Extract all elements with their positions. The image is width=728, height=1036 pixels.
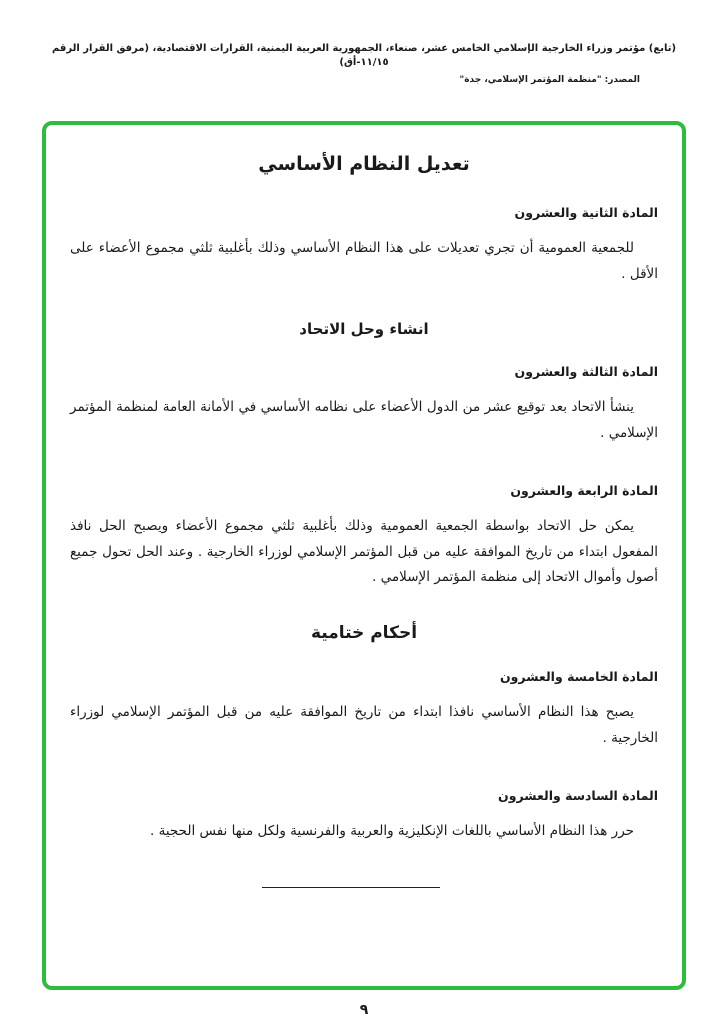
article-24-body: يمكن حل الاتحاد بواسطة الجمعية العمومية وذلك بأغلبية ثلثي مجموع الأعضاء ويصبح الحل نافذ المفعول ابتداء من تاريخ الموافقة عليه من قبل المؤتمر الإسلامي لوزراء الخارجية . وعند الحل تحول جميع أصول وأموال الاتحاد إلى منظمة المؤتمر الإسلامي . — [70, 517, 658, 586]
section-title-final: أحكام ختامية — [310, 623, 418, 644]
header-source: المصدر: "منظمة المؤتمر الإسلامي، جدة" — [459, 75, 640, 85]
article-26-body: حرر هذا النظام الأساسي باللغات الإنكليزية والعربية والفرنسية ولكل منها نفس الحجية . — [150, 823, 634, 840]
header-citation: (تابع) مؤتمر وزراء الخارجية الإسلامي الخامس عشر، صنعاء، الجمهورية العربية اليمنية، القرارات الاقتصادية، (مرفق القرار الرقم ١١/١٥-أق) — [51, 43, 677, 68]
article-26-heading: المادة السادسة والعشرون — [498, 788, 658, 804]
article-23-body: ينشأ الاتحاد بعد توقيع عشر من الدول الأعضاء على نظامه الأساسي في الأمانة العامة لمنظمة المؤتمر الإسلامي . — [70, 398, 658, 441]
article-22-heading: المادة الثانية والعشرون — [514, 205, 658, 220]
page-header — [0, 0, 728, 85]
article-25-body: يصبح هذا النظام الأساسي نافذا ابتداء من تاريخ الموافقة عليه من قبل المؤتمر الإسلامي لوزراء الخارجية . — [70, 704, 658, 747]
article-25-heading: المادة الخامسة والعشرون — [499, 669, 658, 685]
article-23-heading: المادة الثالثة والعشرون — [514, 363, 658, 379]
article-24-heading: المادة الرابعة والعشرون — [510, 482, 658, 498]
document-title: تعديل النظام الأساسي — [258, 153, 470, 175]
page-number: ٩ — [359, 1002, 369, 1018]
signature-line — [262, 887, 440, 888]
article-22-body: للجمعية العمومية أن تجري تعديلات على هذا النظام الأساسي وذلك بأغلبية ثلثي مجموع الأعضاء على الأقل . — [70, 240, 658, 282]
document-frame — [42, 121, 686, 990]
section-title-union: انشاء وحل الاتحاد — [299, 319, 429, 338]
